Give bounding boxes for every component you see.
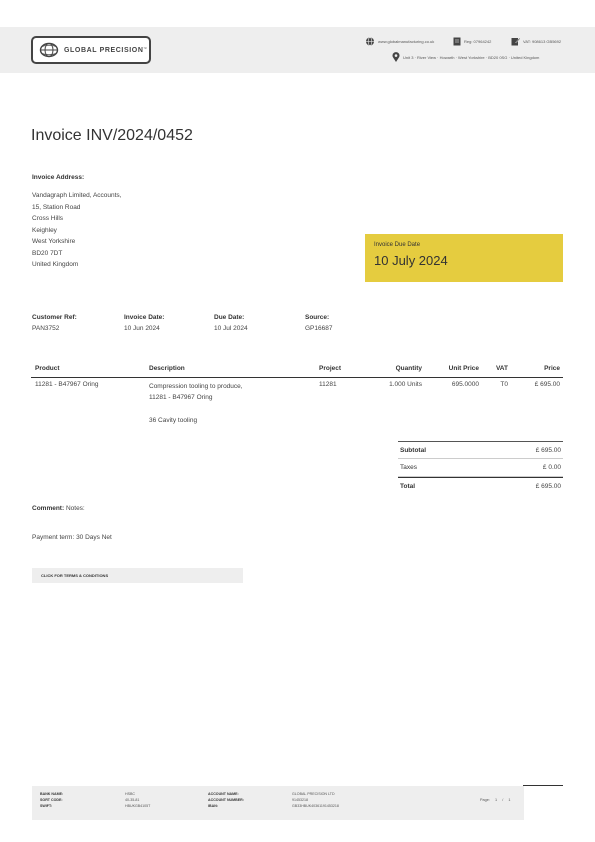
iban-value: GB33HBUK40361191453218: [292, 804, 339, 808]
taxes-value: £ 0.00: [542, 464, 561, 471]
website-text[interactable]: www.globalmanufacturing.co.uk: [378, 39, 435, 44]
subtotal-row: [398, 441, 563, 459]
header-quantity: Quantity: [395, 365, 422, 372]
iban-label: IBAN:: [208, 804, 218, 808]
customer-ref: [32, 314, 77, 332]
subtotal-value: £ 695.00: [535, 447, 561, 454]
map-pin-icon: [392, 52, 400, 62]
invoice-address-label: Invoice Address:: [32, 174, 85, 181]
address-text: Unit 3 · River View · Howarth · West Yorkshire · BD20 0SG · United Kingdom: [403, 54, 540, 60]
due-date-label: Due Date:: [214, 314, 245, 321]
table-row: [31, 381, 563, 431]
logo-globe-icon: [39, 42, 59, 58]
header-price: Price: [544, 365, 560, 372]
page-header: [0, 27, 595, 73]
sort-code-label: SORT CODE:: [40, 798, 63, 802]
account-name-label: ACCOUNT NAME:: [208, 792, 239, 796]
address-line: Vandagraph Limited, Accounts,: [32, 192, 122, 199]
invoice-title: Invoice INV/2024/0452: [31, 127, 193, 144]
bank-name-label: BANK NAME:: [40, 792, 64, 796]
vat-text: VAT: 908613 GB5692: [523, 39, 562, 44]
page-footer: [32, 786, 524, 820]
header-product: Product: [35, 365, 60, 372]
footer-divider: [523, 785, 563, 786]
invoice-date-value: 10 Jun 2024: [124, 325, 160, 332]
invoice-date-label: Invoice Date:: [124, 314, 165, 321]
row-price: £ 695.00: [534, 381, 560, 388]
row-description: [149, 381, 243, 426]
address-line: West Yorkshire: [32, 238, 76, 245]
address-line: United Kingdom: [32, 261, 79, 268]
account-number-value: 91453218: [292, 798, 308, 802]
invoice-address: [32, 190, 122, 271]
page-label: Page:: [480, 798, 490, 802]
sort-code-value: 40-35-81: [125, 798, 140, 802]
source-value: GP16687: [305, 325, 333, 332]
due-date-value: 10 Jul 2024: [214, 325, 248, 332]
row-unit-price: 695.0000: [451, 381, 479, 388]
website-info: [365, 37, 434, 46]
account-name-value: GLOBAL PRECISION LTD: [292, 792, 335, 796]
comment: [32, 505, 85, 512]
address-line: Cross Hills: [32, 215, 64, 222]
payment-term: Payment term: 30 Days Net: [32, 534, 112, 541]
description-line: 11281 - B47967 Oring: [149, 394, 213, 401]
invoice-date: [124, 314, 164, 332]
header-description: Description: [149, 365, 185, 372]
description-line: 36 Cavity tooling: [149, 417, 198, 424]
terms-conditions-button[interactable]: CLICK FOR TERMS & CONDITIONS: [32, 568, 243, 583]
swift-label: SWIFT:: [40, 804, 52, 808]
total-value: £ 695.00: [535, 483, 561, 490]
reg-info: [453, 37, 491, 46]
address-line: Keighley: [32, 226, 57, 234]
vat-info: [511, 37, 561, 46]
company-logo: [31, 36, 151, 64]
total-row: [398, 477, 563, 495]
document-icon: [453, 37, 461, 46]
edit-icon: [511, 37, 520, 46]
totals-table: [398, 441, 563, 495]
customer-ref-value: PAN3752: [32, 325, 60, 332]
subtotal-label: Subtotal: [400, 447, 426, 454]
row-vat: T0: [500, 381, 508, 388]
address-line: BD20 7DT: [32, 249, 63, 257]
reg-text: Reg: 07964242: [464, 39, 492, 44]
globe-icon: [365, 37, 375, 46]
source-label: Source:: [305, 314, 330, 321]
comment-text: Notes:: [65, 505, 85, 512]
page-total: 1: [508, 798, 511, 802]
due-date-box-label: Invoice Due Date: [374, 242, 421, 248]
row-quantity: 1.000 Units: [389, 381, 422, 388]
account-number-label: ACCOUNT NUMBER:: [208, 798, 244, 802]
source: [305, 314, 332, 332]
taxes-label: Taxes: [400, 464, 417, 471]
customer-ref-label: Customer Ref:: [32, 314, 77, 321]
page-current: 1: [495, 798, 498, 802]
page-separator: /: [502, 798, 504, 802]
due-date-box-value: 10 July 2024: [374, 253, 448, 268]
row-product: 11281 - B47967 Oring: [35, 381, 99, 388]
address-info: [392, 52, 539, 62]
items-table-header: [31, 362, 563, 378]
taxes-row: [398, 459, 563, 477]
due-date: [214, 314, 248, 332]
bank-name-value: HSBC: [125, 792, 135, 796]
header-unit-price: Unit Price: [448, 365, 479, 372]
page-number: [480, 798, 510, 802]
header-vat: VAT: [495, 365, 508, 372]
logo-text: GLOBAL PRECISION™: [64, 46, 148, 54]
due-date-box: [365, 234, 563, 282]
swift-value: HBUKGB4105T: [125, 804, 151, 808]
comment-label: Comment:: [32, 505, 65, 512]
address-line: 15, Station Road: [32, 203, 81, 211]
row-project: 11281: [319, 381, 337, 388]
header-project: Project: [319, 365, 342, 372]
total-label: Total: [400, 483, 416, 490]
description-line: Compression tooling to produce,: [149, 383, 243, 390]
